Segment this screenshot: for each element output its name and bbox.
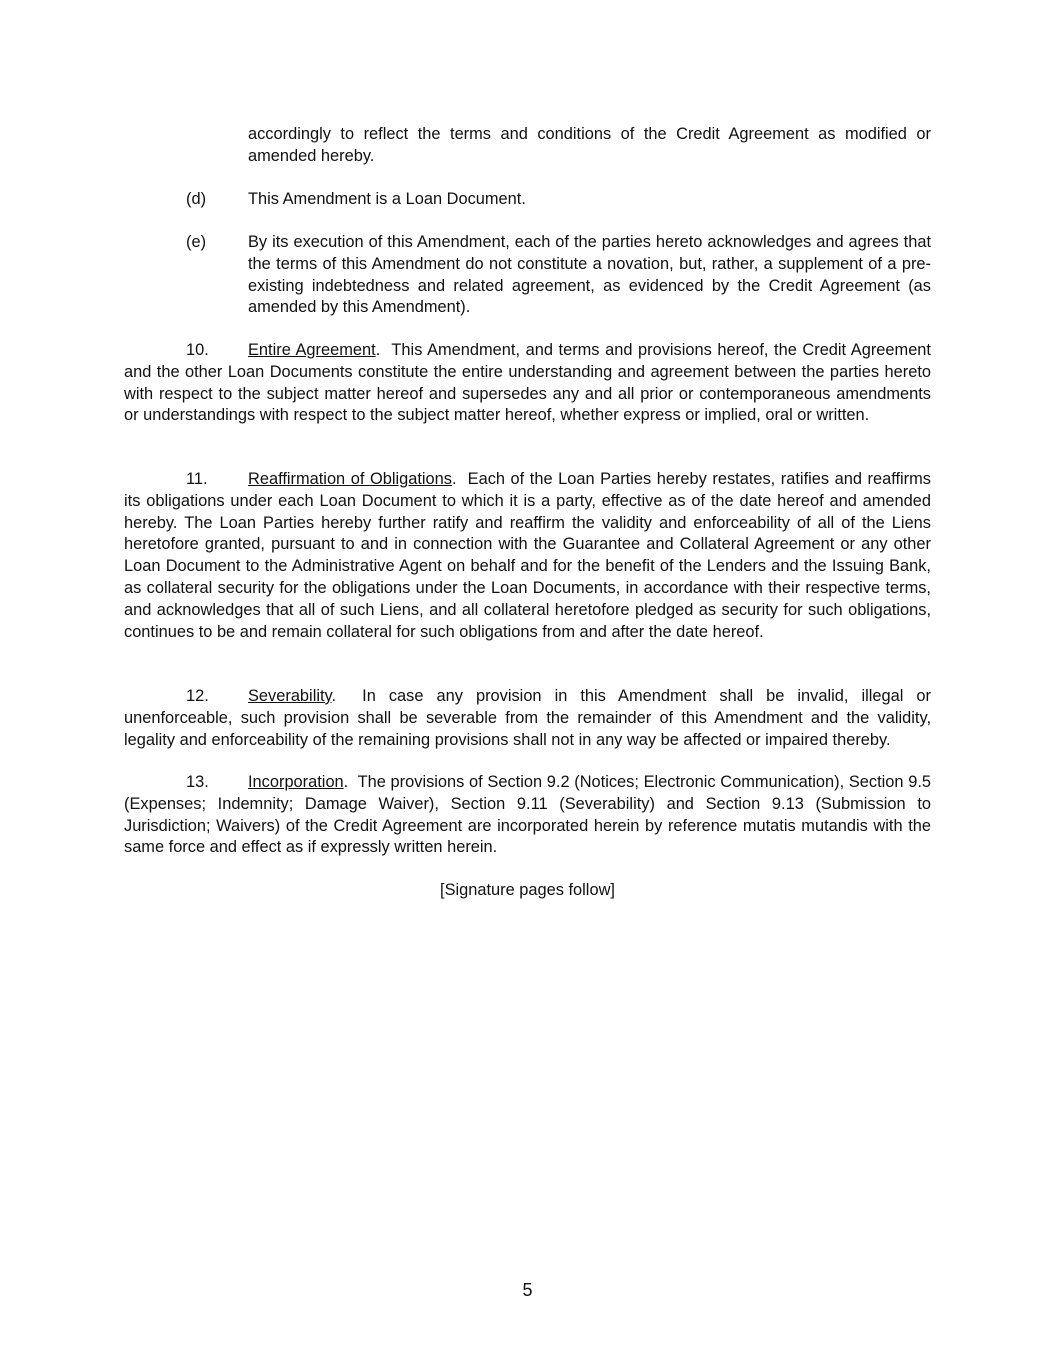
item-d-text: This Amendment is a Loan Document.: [248, 190, 526, 208]
section-10-number: 10.: [186, 341, 209, 359]
section-12-body: In case any provision in this Amendment shall be invalid, illegal or unenforceable, such provision shall be severable from the remainder of this Amendment and the validity, legality and enforceability of the remaining provisions shall not in any way be affected or impaired thereby.: [124, 687, 931, 749]
section-11-heading: Reaffirmation of Obligations: [248, 470, 452, 488]
signature-note: [Signature pages follow]: [440, 881, 615, 899]
section-10-paragraph: 10. Entire Agreement. This Amendment, and terms and provisions hereof, the Credit Agreement and the other Loan Documents constitute the entire understanding and agreement between the parties hereto with respect to the subject matter hereof and supersedes any and all prior or contemporaneous amendments or understandings with respect to the subject matter hereof, whether express or implied, oral or written.: [124, 341, 931, 425]
item-e-text: By its execution of this Amendment, each of the parties hereto acknowledges and agrees that the terms of this Amendment do not constitute a novation, but, rather, a supplement of a pre-existing indebtedness and related agreement, as evidenced by the Credit Agreement (as amended by this Amendment).: [248, 233, 931, 317]
section-10-heading: Entire Agreement: [248, 341, 376, 359]
section-13-heading: Incorporation: [248, 773, 344, 791]
page-number: 5: [522, 1280, 533, 1300]
section-11-paragraph: 11. Reaffirmation of Obligations. Each of the Loan Parties hereby restates, ratifies and reaffirms its obligations under each Loan Document to which it is a party, effective as of the date hereof and amended hereby. The Loan Parties hereby further ratify and reaffirm the validity and enforceability of all of the Liens heretofore granted, pursuant to and in connection with the Guarantee and Collateral Agreement or any other Loan Document to the Administrative Agent on behalf and for the benefit of the Lenders and the Issuing Bank, as collateral security for the obligations under the Loan Documents, in accordance with their respective terms, and acknowledges that all of such Liens, and all collateral heretofore pledged as security for such obligations, continues to be and remain collateral for such obligations from and after the date hereof.: [124, 470, 931, 641]
section-10-body: This Amendment, and terms and provisions hereof, the Credit Agreement and the other Loan Documents constitute the entire understanding and agreement between the parties hereto with respect to the subject matter hereof and supersedes any and all prior or contemporaneous amendments or understandings with respect to the subject matter hereof, whether express or implied, oral or written.: [124, 341, 931, 425]
section-12-heading: Severability: [248, 687, 332, 705]
item-e-label: (e): [186, 233, 207, 251]
section-12-paragraph: 12. Severability. In case any provision in this Amendment shall be invalid, illegal or unenforceable, such provision shall be severable from the remainder of this Amendment and the validity, legality and enforceability of the remaining provisions shall not in any way be affected or impaired thereby.: [124, 687, 931, 749]
section-11-number: 11.: [186, 470, 208, 488]
section-13-paragraph: 13. Incorporation. The provisions of Section 9.2 (Notices; Electronic Communication), Section 9.5 (Expenses; Indemnity; Damage Waiver), Section 9.11 (Severability) and Section 9.13 (Submission to Jurisdiction; Waivers) of the Credit Agreement are incorporated herein by reference mutatis mutandis with the same force and effect as if expressly written herein.: [124, 773, 931, 857]
section-12-number: 12.: [186, 687, 209, 705]
section-11-body: Each of the Loan Parties hereby restates, ratifies and reaffirms its obligations under each Loan Document to which it is a party, effective as of the date hereof and amended hereby. The Loan Parties hereby further ratify and reaffirm the validity and enforceability of all of the Liens heretofore granted, pursuant to and in connection with the Guarantee and Collateral Agreement or any other Loan Document to the Administrative Agent on behalf and for the benefit of the Lenders and the Issuing Bank, as collateral security for the obligations under the Loan Documents, in accordance with their respective terms, and acknowledges that all of such Liens, and all collateral heretofore pledged as security for such obligations, continues to be and remain collateral for such obligations from and after the date hereof.: [124, 470, 931, 641]
continuation-paragraph: accordingly to reflect the terms and conditions of the Credit Agreement as modified or amended hereby.: [248, 125, 931, 165]
section-13-body: The provisions of Section 9.2 (Notices; Electronic Communication), Section 9.5 (Expenses; Indemnity; Damage Waiver), Section 9.11 (Severability) and Section 9.13 (Submission to Jurisdiction; Waivers) of the Credit Agreement are incorporated herein by reference mutatis mutandis with the same force and effect as if expressly written herein.: [124, 773, 931, 857]
section-13-number: 13.: [186, 773, 209, 791]
item-d-label: (d): [186, 190, 207, 208]
